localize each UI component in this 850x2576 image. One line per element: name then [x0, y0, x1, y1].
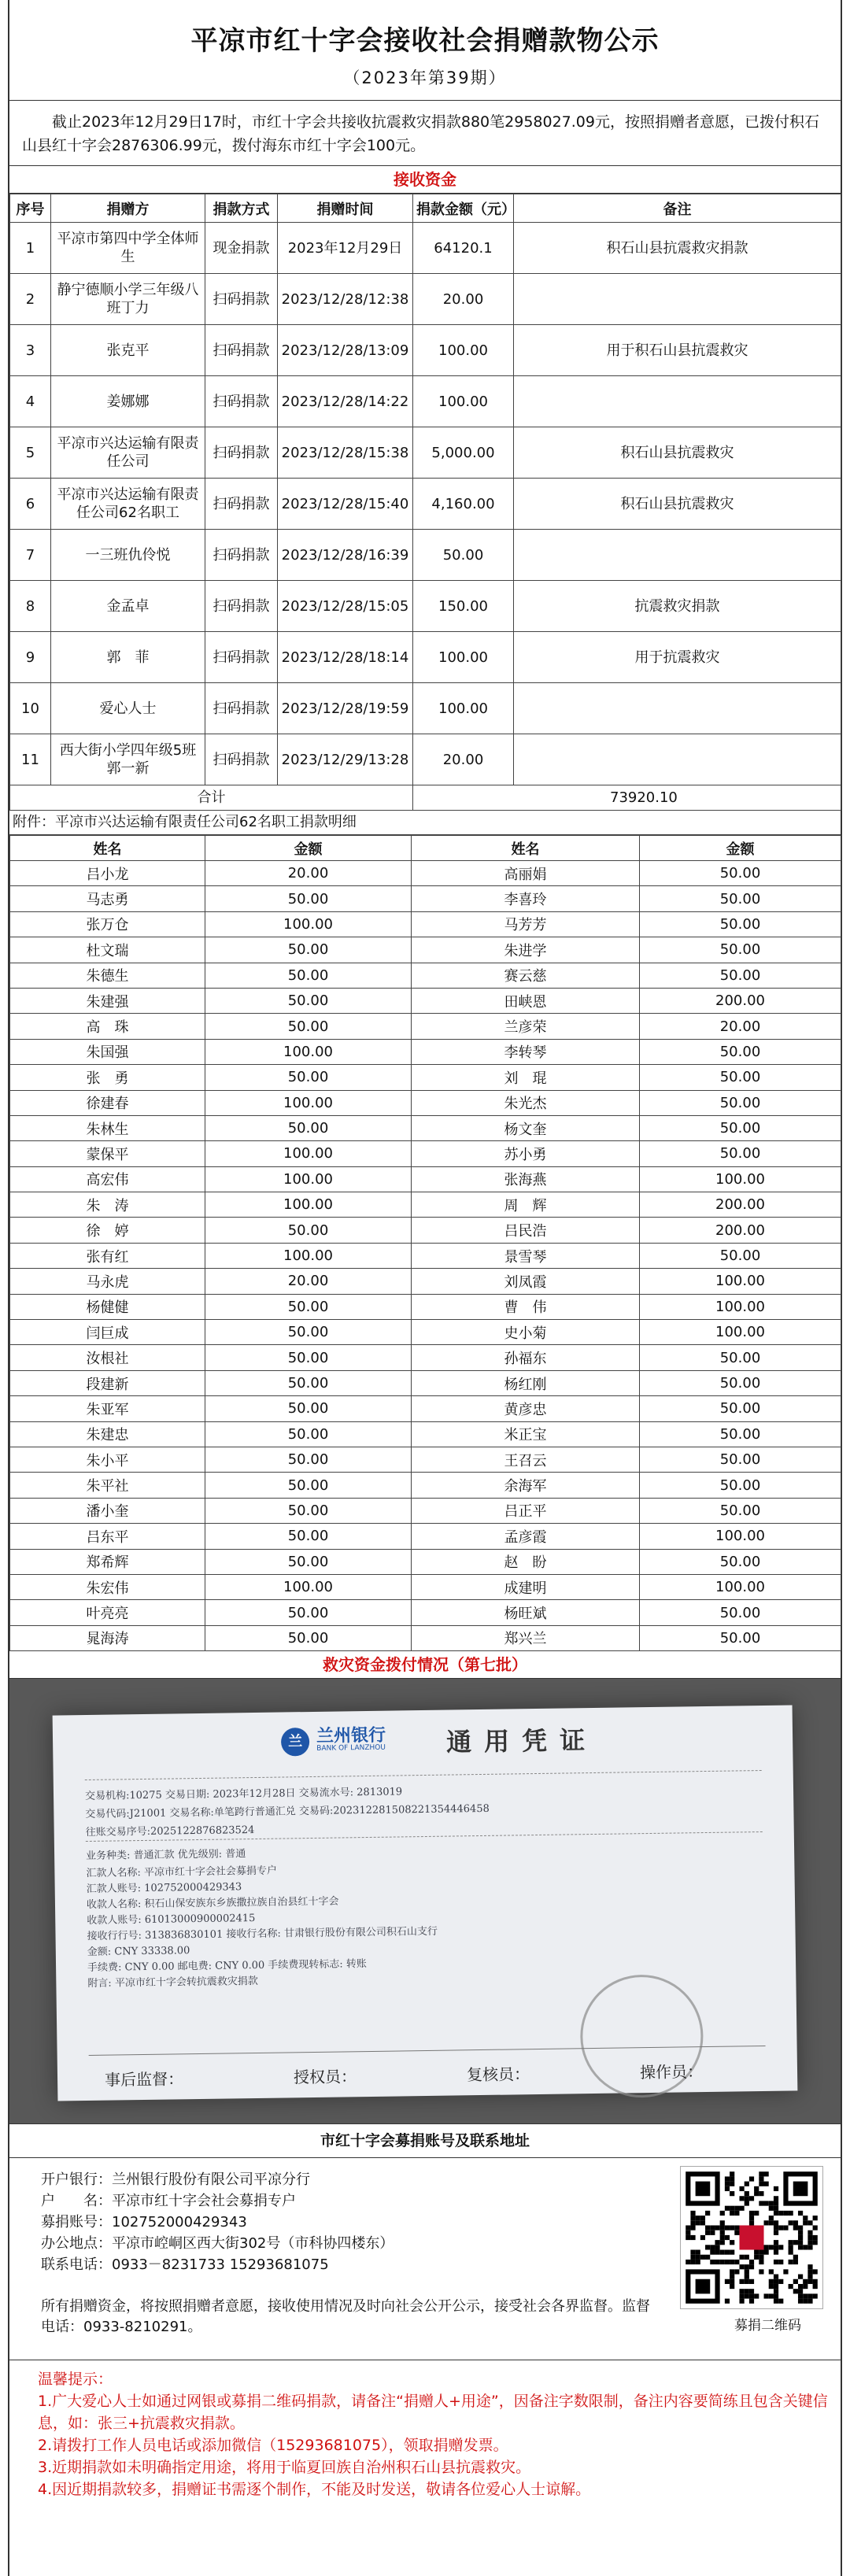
- column-header: 金额: [640, 836, 841, 861]
- donation-qr-code-icon[interactable]: [680, 2166, 823, 2309]
- receive-cell: [514, 530, 841, 581]
- employee-amount: 50.00: [205, 1065, 412, 1090]
- receive-cell: [514, 734, 841, 785]
- receive-cell: 5: [10, 427, 51, 479]
- employee-name: 蒙保平: [10, 1141, 205, 1166]
- allocation-section-title: 救灾资金拨付情况（第七批）: [9, 1651, 841, 1679]
- voucher-line: 汇款人账号: 102752000429343: [86, 1881, 242, 1896]
- voucher-title: 通用凭证: [445, 1725, 598, 1757]
- employee-name: 孟彦霞: [412, 1524, 640, 1549]
- column-header: 姓名: [412, 836, 640, 861]
- employee-name: 叶亮亮: [10, 1600, 205, 1625]
- receive-cell: 金孟卓: [51, 581, 205, 632]
- receive-cell: 2023/12/28/16:39: [278, 530, 413, 581]
- employee-name: 黄彦忠: [412, 1396, 640, 1421]
- employee-amount: 100.00: [205, 911, 412, 937]
- voucher-line: 收款人账号: 61013000900002415: [87, 1913, 256, 1927]
- employee-amount: 20.00: [205, 1269, 412, 1294]
- receive-cell: 2023年12月29日: [278, 223, 413, 274]
- receive-cell: 用于抗震救灾: [514, 632, 841, 683]
- employee-amount: 50.00: [640, 1396, 841, 1421]
- employee-name: 王召云: [412, 1447, 640, 1472]
- employee-amount: 50.00: [640, 1421, 841, 1447]
- receive-cell: 1: [10, 223, 51, 274]
- employee-name: 马芳芳: [412, 911, 640, 937]
- employee-amount: 50.00: [205, 1549, 412, 1574]
- receive-row: [10, 223, 841, 274]
- receive-cell: 4: [10, 376, 51, 427]
- receive-cell: 20.00: [413, 274, 514, 325]
- voucher-signature: 复核员：: [466, 2064, 530, 2085]
- receive-cell: 2023/12/28/15:05: [278, 581, 413, 632]
- employee-amount: 100.00: [205, 1090, 412, 1115]
- voucher-line: 收款人名称: 积石山保安族东乡族撒拉族自治县红十字会: [86, 1895, 339, 1912]
- receive-cell: 150.00: [413, 581, 514, 632]
- employee-name: 朱国强: [10, 1039, 205, 1064]
- receive-cell: 100.00: [413, 376, 514, 427]
- annex-title: 附件：平凉市兴达运输有限责任公司62名职工捐款明细: [9, 811, 841, 835]
- employee-name: 高宏伟: [10, 1166, 205, 1192]
- receive-row: [10, 479, 841, 530]
- receive-cell: 扫码捐款: [205, 734, 278, 785]
- employee-name: 朱建忠: [10, 1421, 205, 1447]
- employee-name: 朱平社: [10, 1473, 205, 1498]
- employee-row: [10, 1269, 841, 1294]
- employee-name: 张 勇: [10, 1065, 205, 1090]
- receive-cell: 20.00: [413, 734, 514, 785]
- account-name-line: 户 名：平凉市红十字会社会募捐专户: [41, 2193, 296, 2210]
- employee-row: [10, 1141, 841, 1166]
- employee-name: 赵 盼: [412, 1549, 640, 1574]
- employee-name: 史小菊: [412, 1320, 640, 1345]
- employee-amount: 50.00: [205, 1625, 412, 1650]
- receive-cell: 8: [10, 581, 51, 632]
- receive-row: [10, 632, 841, 683]
- employee-amount: 50.00: [205, 1600, 412, 1625]
- employee-amount: 50.00: [205, 1524, 412, 1549]
- employee-name: 杨健健: [10, 1294, 205, 1319]
- receive-cell: 平凉市兴达运输有限责任公司: [51, 427, 205, 479]
- employee-name: 成建明: [412, 1574, 640, 1599]
- employee-amount: 50.00: [205, 988, 412, 1013]
- employee-amount: 50.00: [640, 1141, 841, 1166]
- employee-row: [10, 911, 841, 937]
- tip-item: 1.广大爱心人士如通过网银或募捐二维码捐款，请备注“捐赠人+用途”，因备注字数限制，备注内容要简练且包含关键信息，如：张三+抗震救灾捐款。: [38, 2393, 828, 2433]
- receive-cell: 64120.1: [413, 223, 514, 274]
- receive-cell: 扫码捐款: [205, 479, 278, 530]
- employee-amount: 50.00: [640, 1447, 841, 1472]
- employee-amount: 50.00: [640, 1243, 841, 1268]
- employee-row: [10, 1243, 841, 1268]
- receive-row: [10, 530, 841, 581]
- employee-name: 朱林生: [10, 1115, 205, 1140]
- column-header: 捐赠方: [51, 194, 205, 223]
- phone-line: 联系电话：0933－8231733 15293681075: [41, 2256, 329, 2274]
- employee-name: 杨旺斌: [412, 1600, 640, 1625]
- employee-amount: 50.00: [640, 1498, 841, 1523]
- receive-row: [10, 734, 841, 785]
- employee-name: 潘小奎: [10, 1498, 205, 1523]
- employee-name: 米正宝: [412, 1421, 640, 1447]
- receive-cell: 9: [10, 632, 51, 683]
- employee-amount: 50.00: [640, 1090, 841, 1115]
- receive-cell: 积石山县抗震救灾: [514, 427, 841, 479]
- receive-cell: 2023/12/28/15:40: [278, 479, 413, 530]
- contact-block: [9, 2158, 841, 2360]
- employee-amount: 50.00: [205, 1115, 412, 1140]
- employee-row: [10, 1447, 841, 1472]
- voucher-signature: 操作员：: [639, 2062, 704, 2083]
- receive-cell: 姜娜娜: [51, 376, 205, 427]
- receive-cell: 10: [10, 683, 51, 734]
- voucher-signature: 授权员：: [293, 2067, 357, 2087]
- employee-row: [10, 1345, 841, 1370]
- voucher-line: 交易代码:J21001 交易名称:单笔跨行普通汇兑 交易码:202312281508221354446458: [85, 1802, 490, 1821]
- employee-name: 朱建强: [10, 988, 205, 1013]
- employee-row: [10, 1625, 841, 1650]
- total-label: 合计: [10, 785, 413, 811]
- employee-name: 赛云慈: [412, 963, 640, 988]
- employee-name: 朱德生: [10, 963, 205, 988]
- voucher-line: 业务种类: 普通汇款 优先级别: 普通: [86, 1848, 246, 1863]
- employee-row: [10, 1065, 841, 1090]
- employee-row: [10, 1090, 841, 1115]
- employee-amount: 50.00: [205, 1218, 412, 1243]
- employee-amount: 100.00: [640, 1524, 841, 1549]
- employee-amount: 100.00: [205, 1166, 412, 1192]
- receive-cell: 2023/12/28/18:14: [278, 632, 413, 683]
- employee-name: 张有红: [10, 1243, 205, 1268]
- receive-cell: 6: [10, 479, 51, 530]
- receive-cell: 抗震救灾捐款: [514, 581, 841, 632]
- employee-amount: 50.00: [640, 1600, 841, 1625]
- announcement-page: [8, 0, 842, 2576]
- receive-cell: 扫码捐款: [205, 325, 278, 376]
- employee-amount: 50.00: [205, 1473, 412, 1498]
- employee-name: 朱宏伟: [10, 1574, 205, 1599]
- receive-cell: 张克平: [51, 325, 205, 376]
- column-header: 序号: [10, 194, 51, 223]
- tips-heading: 温馨提示：: [38, 2371, 113, 2389]
- employee-row: [10, 1039, 841, 1064]
- employee-amount: 200.00: [640, 1218, 841, 1243]
- employee-row: [10, 1115, 841, 1140]
- employee-name: 马永虎: [10, 1269, 205, 1294]
- receive-cell: 郭 菲: [51, 632, 205, 683]
- employee-amount: 50.00: [205, 1447, 412, 1472]
- employee-name: 吕小龙: [10, 861, 205, 886]
- employee-amount: 50.00: [640, 1115, 841, 1140]
- employee-name: 高丽娟: [412, 861, 640, 886]
- employee-name: 朱进学: [412, 937, 640, 963]
- employee-name: 吕正平: [412, 1498, 640, 1523]
- employee-row: [10, 1218, 841, 1243]
- receive-cell: 爱心人士: [51, 683, 205, 734]
- employee-name: 刘 琨: [412, 1065, 640, 1090]
- employee-name: 郑兴兰: [412, 1625, 640, 1650]
- receive-row: [10, 274, 841, 325]
- voucher-line: 交易机构:10275 交易日期: 2023年12月28日 交易流水号: 2813019: [84, 1786, 403, 1803]
- employee-row: [10, 1166, 841, 1192]
- employee-name: 郑希辉: [10, 1549, 205, 1574]
- account-section-title: 市红十字会募捐账号及联系地址: [9, 2123, 841, 2158]
- bank-name-english: BANK OF LANZHOU: [316, 1743, 386, 1754]
- employee-name: 兰彦荣: [412, 1014, 640, 1039]
- employee-name: 朱小平: [10, 1447, 205, 1472]
- receive-table: [9, 194, 841, 811]
- employee-amount: 100.00: [205, 1141, 412, 1166]
- bank-voucher: [53, 1706, 798, 2101]
- employee-amount: 50.00: [205, 1396, 412, 1421]
- tips-block: [9, 2360, 841, 2500]
- tip-item: 3.近期捐款如未明确指定用途，将用于临夏回族自治州积石山县抗震救灾。: [38, 2459, 531, 2477]
- receive-cell: 3: [10, 325, 51, 376]
- total-row: [10, 785, 841, 811]
- receive-cell: 平凉市第四中学全体师生: [51, 223, 205, 274]
- receive-cell: 扫码捐款: [205, 632, 278, 683]
- receive-cell: 2023/12/28/19:59: [278, 683, 413, 734]
- employee-amount: 50.00: [205, 1014, 412, 1039]
- receive-cell: 50.00: [413, 530, 514, 581]
- employee-amount: 20.00: [205, 861, 412, 886]
- receive-cell: 扫码捐款: [205, 376, 278, 427]
- total-value: 73920.10: [413, 785, 841, 811]
- employee-amount: 50.00: [640, 1370, 841, 1395]
- employee-row: [10, 1014, 841, 1039]
- receive-cell: 扫码捐款: [205, 581, 278, 632]
- column-header: 姓名: [10, 836, 205, 861]
- employee-name: 徐 婷: [10, 1218, 205, 1243]
- employee-row: [10, 1549, 841, 1574]
- employee-name: 李喜玲: [412, 886, 640, 911]
- voucher-line: 接收行行号: 313836830101 接收行名称: 甘肃银行股份有限公司积石山支行: [87, 1925, 438, 1943]
- voucher-line: 往账交易序号:2025122876823524: [85, 1824, 255, 1839]
- voucher-photo: [9, 1679, 841, 2123]
- employee-amount: 100.00: [640, 1269, 841, 1294]
- employee-name: 杜文瑞: [10, 937, 205, 963]
- issue-number: （2023年第39期）: [343, 68, 507, 87]
- receive-cell: 4,160.00: [413, 479, 514, 530]
- receive-cell: 扫码捐款: [205, 683, 278, 734]
- receive-cell: 扫码捐款: [205, 274, 278, 325]
- employee-amount: 20.00: [640, 1014, 841, 1039]
- receive-cell: 2023/12/28/13:09: [278, 325, 413, 376]
- receive-cell: 西大街小学四年级5班郭一新: [51, 734, 205, 785]
- receive-cell: 现金捐款: [205, 223, 278, 274]
- employee-name: 张海燕: [412, 1166, 640, 1192]
- employee-amount: 50.00: [640, 1549, 841, 1574]
- receive-cell: 100.00: [413, 632, 514, 683]
- column-header: 金额: [205, 836, 412, 861]
- bank-logo-icon: 兰: [281, 1728, 309, 1756]
- employee-amount: 50.00: [205, 963, 412, 988]
- employee-row: [10, 937, 841, 963]
- employee-header-row: [10, 836, 841, 861]
- employee-row: [10, 1421, 841, 1447]
- receive-cell: 静宁德顺小学三年级八班丁力: [51, 274, 205, 325]
- tip-item: 4.因近期捐款较多，捐赠证书需逐个制作，不能及时发送，敬请各位爱心人士谅解。: [38, 2481, 591, 2499]
- employee-name: 孙福东: [412, 1345, 640, 1370]
- employee-amount: 100.00: [205, 1039, 412, 1064]
- employee-name: 吕民浩: [412, 1218, 640, 1243]
- employee-name: 高 珠: [10, 1014, 205, 1039]
- employee-name: 余海军: [412, 1473, 640, 1498]
- employee-amount: 50.00: [640, 1625, 841, 1650]
- employee-amount: 200.00: [640, 988, 841, 1013]
- receive-cell: 平凉市兴达运输有限责任公司62名职工: [51, 479, 205, 530]
- employee-amount: 100.00: [205, 1192, 412, 1218]
- employee-name: 张万仓: [10, 911, 205, 937]
- receive-row: [10, 325, 841, 376]
- employee-name: 田峡恩: [412, 988, 640, 1013]
- receive-cell: 用于积石山县抗震救灾: [514, 325, 841, 376]
- receive-cell: 扫码捐款: [205, 530, 278, 581]
- receive-cell: 积石山县抗震救灾: [514, 479, 841, 530]
- employee-row: [10, 1498, 841, 1523]
- employee-amount: 50.00: [640, 1345, 841, 1370]
- employee-name: 朱 涛: [10, 1192, 205, 1218]
- account-number-line: 募捐账号：102752000429343: [41, 2214, 247, 2231]
- column-header: 捐款方式: [205, 194, 278, 223]
- employee-name: 刘凤霞: [412, 1269, 640, 1294]
- receive-cell: 2023/12/28/15:38: [278, 427, 413, 479]
- employee-name: 苏小勇: [412, 1141, 640, 1166]
- receive-row: [10, 376, 841, 427]
- column-header: 捐款金额（元）: [413, 194, 514, 223]
- employee-amount: 50.00: [640, 1039, 841, 1064]
- qr-label: 募捐二维码: [734, 2318, 801, 2334]
- employee-amount: 50.00: [640, 963, 841, 988]
- employee-amount: 200.00: [640, 1192, 841, 1218]
- employee-row: [10, 1370, 841, 1395]
- employee-row: [10, 1396, 841, 1421]
- receive-cell: 7: [10, 530, 51, 581]
- employee-amount: 50.00: [640, 1473, 841, 1498]
- employee-amount: 50.00: [205, 1498, 412, 1523]
- receive-cell: 2023/12/28/14:22: [278, 376, 413, 427]
- employee-row: [10, 1294, 841, 1319]
- employee-name: 段建新: [10, 1370, 205, 1395]
- employee-amount: 50.00: [205, 1421, 412, 1447]
- voucher-line: 金额: CNY 33338.00: [87, 1945, 190, 1959]
- employee-donation-table: [9, 835, 841, 1651]
- employee-row: [10, 1320, 841, 1345]
- receive-cell: 5,000.00: [413, 427, 514, 479]
- employee-name: 杨文奎: [412, 1115, 640, 1140]
- employee-row: [10, 1192, 841, 1218]
- receive-cell: 100.00: [413, 325, 514, 376]
- receive-cell: 扫码捐款: [205, 427, 278, 479]
- employee-amount: 100.00: [640, 1320, 841, 1345]
- employee-name: 徐建春: [10, 1090, 205, 1115]
- employee-name: 周 辉: [412, 1192, 640, 1218]
- employee-row: [10, 861, 841, 886]
- employee-amount: 50.00: [205, 937, 412, 963]
- employee-name: 杨红刚: [412, 1370, 640, 1395]
- employee-amount: 50.00: [205, 1320, 412, 1345]
- receive-cell: [514, 376, 841, 427]
- receive-cell: [514, 274, 841, 325]
- page-title: 平凉市红十字会接收社会捐赠款物公示: [190, 25, 660, 57]
- receive-cell: 11: [10, 734, 51, 785]
- receive-cell: 100.00: [413, 683, 514, 734]
- receive-cell: [514, 683, 841, 734]
- address-line: 办公地点：平凉市崆峒区西大街302号（市科协四楼东）: [41, 2235, 394, 2253]
- employee-amount: 50.00: [205, 886, 412, 911]
- employee-amount: 50.00: [640, 861, 841, 886]
- employee-row: [10, 988, 841, 1013]
- employee-row: [10, 1574, 841, 1599]
- receive-cell: 2: [10, 274, 51, 325]
- employee-row: [10, 1473, 841, 1498]
- column-header: 备注: [514, 194, 841, 223]
- employee-name: 吕东平: [10, 1524, 205, 1549]
- bank-name: 兰州银行: [316, 1725, 386, 1747]
- employee-name: 晁海涛: [10, 1625, 205, 1650]
- receive-header-row: [10, 194, 841, 223]
- tip-item: 2.请拨打工作人员电话或添加微信（15293681075），领取捐赠发票。: [38, 2437, 508, 2455]
- employee-name: 马志勇: [10, 886, 205, 911]
- employee-amount: 100.00: [640, 1294, 841, 1319]
- employee-amount: 50.00: [205, 1345, 412, 1370]
- summary-paragraph: 截止2023年12月29日17时，市红十字会共接收抗震救灾捐款880笔2958027.09元，按照捐赠者意愿，已拨付积石山县红十字会2876306.99元，拨付海东市红十字会100元。: [9, 100, 841, 165]
- employee-amount: 50.00: [640, 1065, 841, 1090]
- employee-row: [10, 1600, 841, 1625]
- employee-name: 李转琴: [412, 1039, 640, 1064]
- receive-section-title: 接收资金: [9, 165, 841, 194]
- employee-amount: 50.00: [640, 886, 841, 911]
- employee-row: [10, 1524, 841, 1549]
- column-header: 捐赠时间: [278, 194, 413, 223]
- employee-amount: 100.00: [205, 1574, 412, 1599]
- voucher-line: 手续费: CNY 0.00 邮电费: CNY 0.00 手续费现转标志: 转账: [87, 1958, 367, 1975]
- employee-amount: 50.00: [640, 911, 841, 937]
- supervision-note: 所有捐赠资金，将按照捐赠者意愿，接收使用情况及时向社会公开公示，接受社会各界监督。监督电话：0933-8210291。: [41, 2298, 650, 2336]
- employee-row: [10, 963, 841, 988]
- employee-amount: 50.00: [640, 937, 841, 963]
- employee-name: 曹 伟: [412, 1294, 640, 1319]
- receive-row: [10, 581, 841, 632]
- employee-amount: 100.00: [640, 1574, 841, 1599]
- receive-cell: 2023/12/29/13:28: [278, 734, 413, 785]
- employee-name: 景雪琴: [412, 1243, 640, 1268]
- employee-name: 朱光杰: [412, 1090, 640, 1115]
- employee-name: 汝根社: [10, 1345, 205, 1370]
- employee-amount: 50.00: [205, 1294, 412, 1319]
- receive-row: [10, 427, 841, 479]
- employee-name: 闫巨成: [10, 1320, 205, 1345]
- employee-amount: 50.00: [205, 1370, 412, 1395]
- employee-name: 朱亚军: [10, 1396, 205, 1421]
- voucher-line: 附言: 平凉市红十字会转抗震救灾捐款: [87, 1975, 258, 1990]
- voucher-line: 汇款人名称: 平凉市红十字会社会募捐专户: [86, 1865, 278, 1880]
- receive-row: [10, 683, 841, 734]
- voucher-signature: 事后监督：: [104, 2069, 184, 2090]
- employee-amount: 100.00: [205, 1243, 412, 1268]
- receive-cell: 2023/12/28/12:38: [278, 274, 413, 325]
- employee-row: [10, 886, 841, 911]
- bank-line: 开户银行：兰州银行股份有限公司平凉分行: [41, 2171, 310, 2189]
- receive-cell: 积石山县抗震救灾捐款: [514, 223, 841, 274]
- employee-amount: 100.00: [640, 1166, 841, 1192]
- receive-cell: 一三班仇伶悦: [51, 530, 205, 581]
